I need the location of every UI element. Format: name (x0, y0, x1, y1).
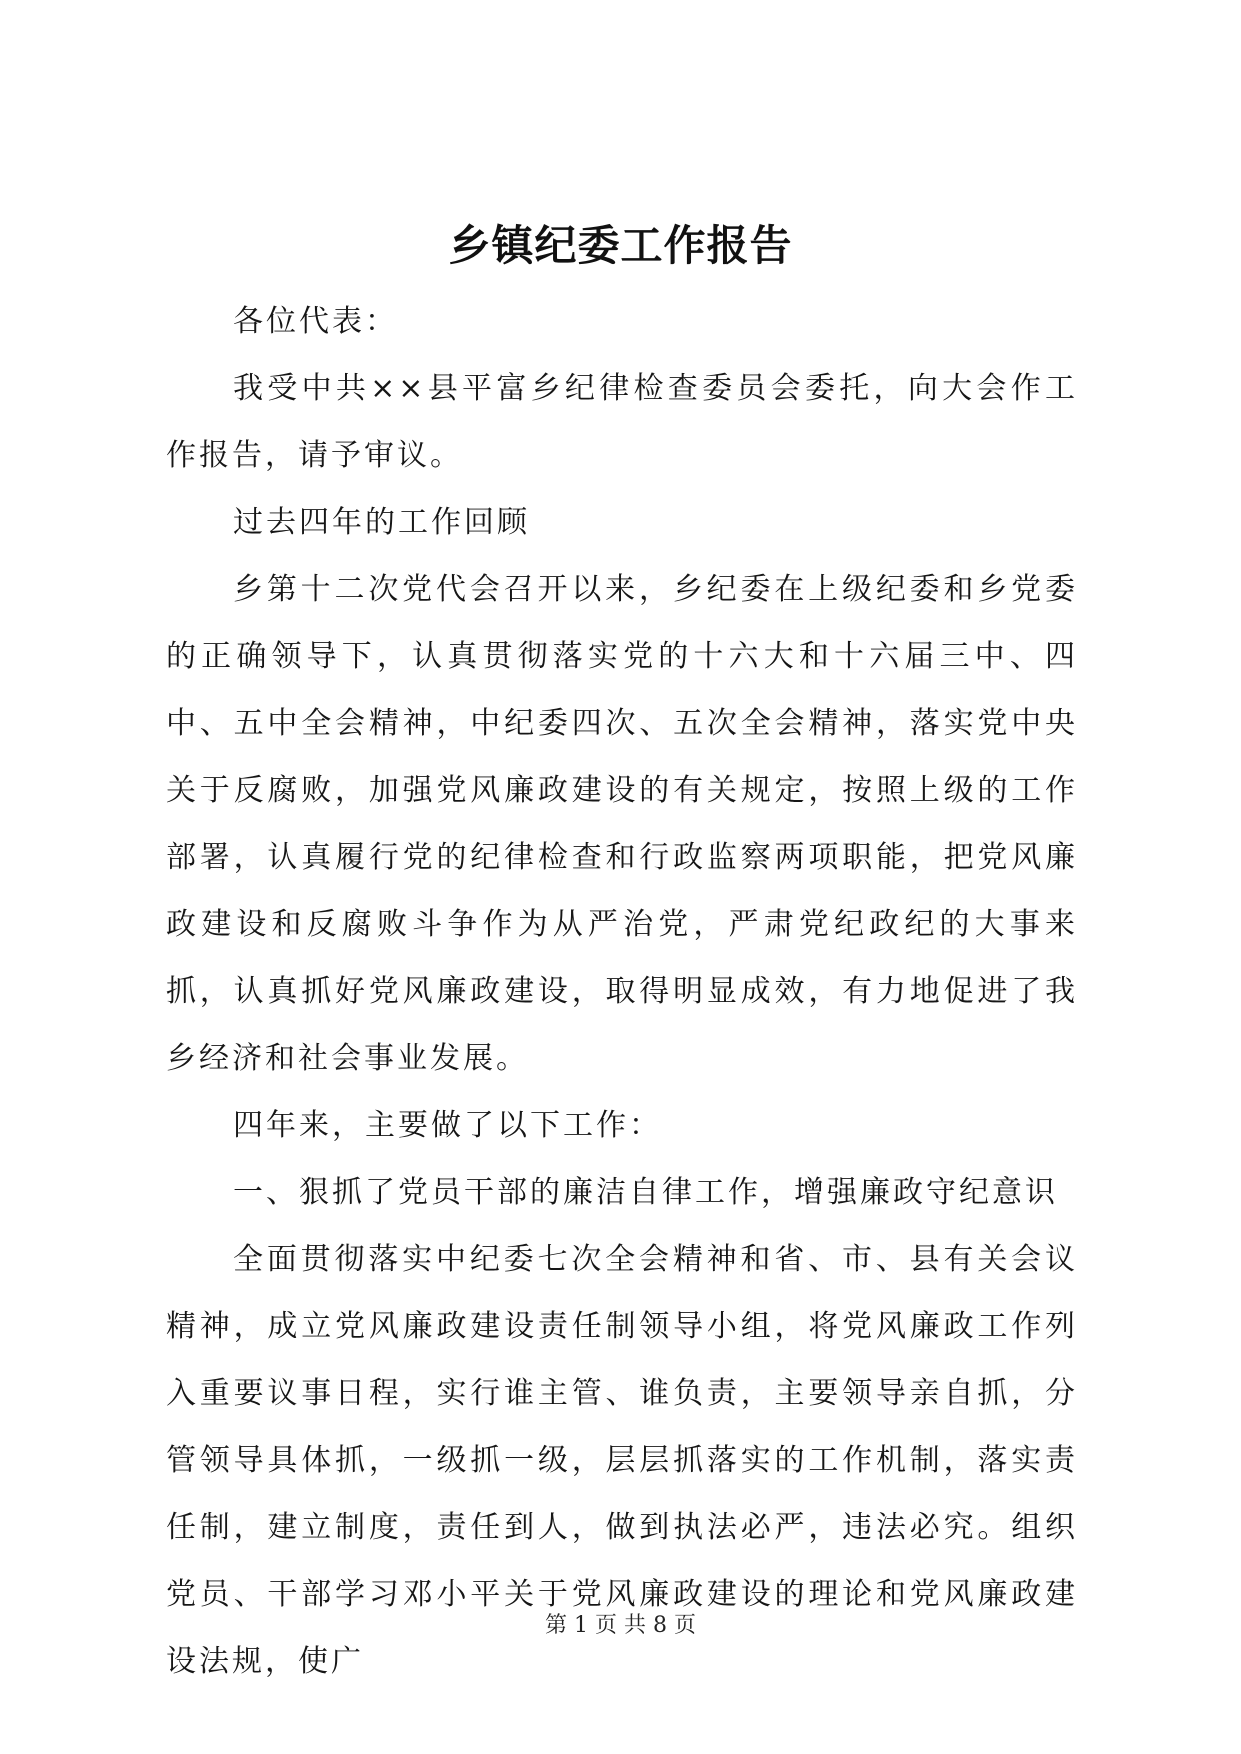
review-paragraph: 乡第十二次党代会召开以来，乡纪委在上级纪委和乡党委的正确领导下，认真贯彻落实党的十六大和十六届三中、四中、五中全会精神，中纪委四次、五次全会精神，落实党中央关于反腐败，加强党风廉政建设的有关规定，按照上级的工作部署，认真履行党的纪律检查和行政监察两项职能，把党风廉政建设和反腐败斗争作为从严治党，严肃党纪政纪的大事来抓，认真抓好党风廉政建设，取得明显成效，有力地促进了我乡经济和社会事业发展。 (166, 572, 1078, 1076)
work-summary-paragraph: 四年来，主要做了以下工作： (233, 1108, 662, 1143)
item-heading-one: 一、狠抓了党员干部的廉洁自律工作，增强廉政守纪意识 (233, 1175, 1058, 1210)
salutation-paragraph: 各位代表： (233, 304, 398, 339)
intro-paragraph: 我受中共××县平富乡纪律检查委员会委托，向大会作工作报告，请予审议。 (166, 371, 1078, 473)
document-title: 乡镇纪委工作报告 (448, 221, 793, 270)
page-footer: 第 1 页 共 8 页 (545, 1613, 696, 1638)
section-heading-review: 过去四年的工作回顾 (233, 505, 530, 540)
item-one-paragraph: 全面贯彻落实中纪委七次全会精神和省、市、县有关会议精神，成立党风廉政建设责任制领导小组，将党风廉政工作列入重要议事日程，实行谁主管、谁负责，主要领导亲自抓，分管领导具体抓，一级抓一级，层层抓落实的工作机制，落实责任制，建立制度，责任到人，做到执法必严，违法必究。组织党员、干部学习邓小平关于党风廉政建设的理论和党风廉政建设法规，使广 (166, 1242, 1078, 1679)
document-body (166, 288, 1078, 1695)
